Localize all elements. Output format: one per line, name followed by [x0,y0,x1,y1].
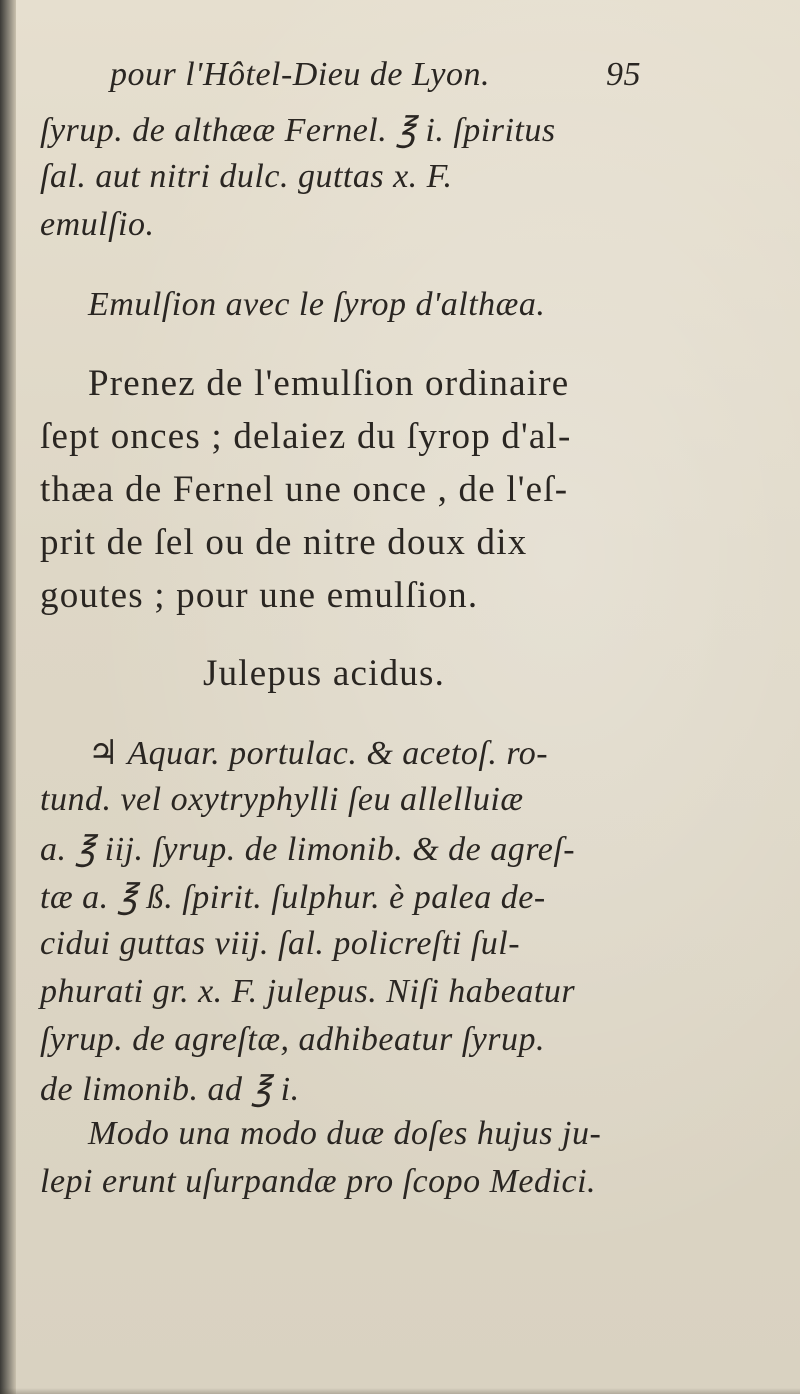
recipe1-line-2: ſal. aut nitri dulc. guttas x. F. [40,158,453,195]
section-heading-julepus: Julepus acidus. [203,653,446,694]
recipe2-line-7: ſyrup. de agreſtæ, adhibeatur ſyrup. [40,1021,545,1058]
section-heading-emulsion: Emulſion avec le ſyrop d'althæa. [88,286,546,323]
recipe1-line-1: ſyrup. de althææ Fernel. ℥ i. ſpiritus [40,112,556,149]
recipe2-line-3: a. ℥ iij. ſyrup. de limonib. & de agreſ- [40,831,576,868]
recipe2-line-8: de limonib. ad ℥ i. [40,1071,300,1108]
recipe2-line-1: ♃ Aquar. portulac. & acetoſ. ro- [88,735,549,772]
french-text-line-4: prit de ſel ou de nitre doux dix [40,522,528,563]
page-bottom-edge [0,1388,800,1394]
recipe2-line-6: phurati gr. x. F. julepus. Niſi habeatur [40,973,576,1010]
closing-line-2: lepi erunt uſurpandæ pro ſcopo Medici. [40,1163,597,1200]
recipe1-line-3: emulſio. [40,206,155,243]
french-text-line-5: goutes ; pour une emulſion. [40,575,479,616]
recipe2-line-4: tæ a. ℥ ß. ſpirit. ſulphur. è palea de- [40,879,546,916]
running-title: pour l'Hôtel-Dieu de Lyon. [110,56,490,93]
french-text-line-1: Prenez de l'emulſion ordinaire [88,363,570,404]
page-number: 95 [606,56,641,93]
recipe2-line-2: tund. vel oxytryphylli ſeu allelluiæ [40,781,524,818]
page-spine-shadow [0,0,16,1394]
french-text-line-3: thæa de Fernel une once , de l'eſ- [40,469,569,510]
closing-line-1: Modo una modo duæ doſes hujus ju- [88,1115,602,1152]
recipe2-line-5: cidui guttas viij. ſal. policreſti ſul- [40,925,521,962]
french-text-line-2: ſept onces ; delaiez du ſyrop d'al- [40,416,572,457]
